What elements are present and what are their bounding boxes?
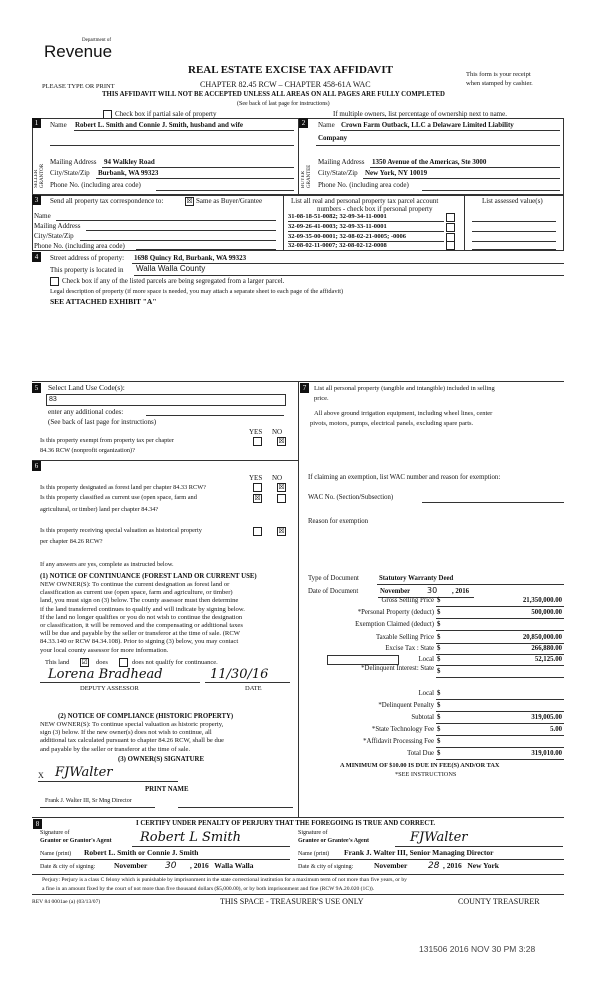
seller-city[interactable]: Burbank, WA 99323 bbox=[98, 169, 159, 177]
notice-continuance-title: (1) NOTICE OF CONTINUANCE (FOREST LAND OR CURRENT USE) bbox=[40, 573, 257, 580]
grantor-month[interactable]: November bbox=[114, 861, 148, 870]
sec5-see-back: (See back of last page for instructions) bbox=[48, 418, 157, 426]
owner-signature-title: (3) OWNER(S) SIGNATURE bbox=[118, 756, 204, 763]
name-print-label: Name (print) bbox=[298, 851, 330, 857]
form-title: REAL ESTATE EXCISE TAX AFFIDAVIT bbox=[188, 64, 393, 76]
grantee-signature[interactable]: FJWalter bbox=[410, 830, 468, 845]
see-instructions: *SEE INSTRUCTIONS bbox=[395, 771, 457, 778]
money-value[interactable]: 52,125.00 bbox=[534, 656, 562, 663]
date-city-label: Date & city of signing: bbox=[298, 864, 354, 870]
exempt-question-2: 84.36 RCW (nonprofit organization)? bbox=[40, 447, 135, 454]
buyer-city[interactable]: New York, NY 10019 bbox=[365, 169, 428, 177]
date-label: DATE bbox=[245, 685, 262, 692]
assessed-value-field[interactable] bbox=[472, 221, 556, 222]
seller-city-label: City/State/Zip bbox=[50, 169, 90, 177]
yes-header: YES bbox=[249, 428, 263, 436]
exempt-no-checkbox[interactable]: ☒ bbox=[278, 437, 285, 445]
grantee-month[interactable]: November bbox=[374, 861, 408, 870]
printed-owner-name[interactable]: Frank J. Walter III, Sr Mng Director bbox=[45, 798, 132, 804]
buyer-city-label: City/State/Zip bbox=[318, 169, 358, 177]
personal-property-checkbox[interactable] bbox=[446, 241, 455, 250]
historic-question-2: per chapter 84.26 RCW? bbox=[40, 538, 103, 545]
assessed-header: List assessed value(s) bbox=[482, 197, 543, 205]
no-header: NO bbox=[272, 428, 283, 436]
dollar-sign: $ bbox=[437, 645, 441, 652]
does-label: does bbox=[96, 659, 108, 666]
section-3-badge: 3 bbox=[32, 195, 41, 205]
owner-x-mark: X bbox=[38, 771, 44, 780]
logo-text: Revenue bbox=[44, 42, 113, 61]
deputy-assessor-label: DEPUTY ASSESSOR bbox=[80, 685, 139, 692]
money-value[interactable]: 319,010.00 bbox=[531, 750, 562, 757]
notice-continuance-text: NEW OWNER(S): To continue the current designation as forest land or classification as current use (open space, farm and agriculture, or timber) land, you must sign on (3) below. The county assessor must then determine if the land transferred continues to qualify and will indicate by signing below. If the land no longer qualifies or you do not wish to continue the designation or classification, it will be removed and the compensating or additional taxes will be due and payable by the seller or transferor at the time of sale. (RCW 84.33.140 or RCW 84.34.108). Prior to signing (3) below, you may contact your local county assessor for more information. bbox=[40, 581, 245, 654]
wac-field[interactable] bbox=[422, 502, 564, 503]
current-use-question: Is this property classified as current use (open space, farm and bbox=[40, 494, 197, 501]
dollar-sign: $ bbox=[437, 690, 441, 697]
money-value[interactable]: 319,005.00 bbox=[531, 714, 562, 721]
money-label: *State Technology Fee bbox=[371, 726, 434, 733]
seller-name[interactable]: Robert L. Smith and Connie J. Smith, husband and wife bbox=[75, 121, 244, 129]
warning: THIS AFFIDAVIT WILL NOT BE ACCEPTED UNLESS ALL AREAS ON ALL PAGES ARE FULLY COMPLETED bbox=[102, 91, 445, 98]
money-value[interactable]: 266,880.00 bbox=[531, 645, 562, 652]
sig-of-label: Signature of bbox=[298, 830, 328, 836]
wac-label: WAC No. (Section/Subsection) bbox=[308, 494, 394, 501]
dollar-sign: $ bbox=[437, 621, 441, 628]
does-not-label: does not qualify for continuance. bbox=[132, 659, 218, 666]
personal-property-list[interactable]: All above ground irrigation equipment, including wheel lines, center bbox=[314, 410, 493, 417]
forest-land-question: Is this property designated as forest land per chapter 84.33 RCW? bbox=[40, 484, 206, 491]
buyer-mail-label: Mailing Address bbox=[318, 158, 365, 166]
exempt-yes-checkbox[interactable] bbox=[253, 437, 262, 446]
grantor-agent-label: Grantor or Grantor's Agent bbox=[40, 838, 112, 844]
doc-date-label: Date of Document bbox=[308, 588, 359, 595]
buyer-mail[interactable]: 1350 Avenue of the Americas, Ste 3000 bbox=[372, 158, 487, 166]
section-7-badge: 7 bbox=[300, 383, 309, 393]
county[interactable]: Walla Walla County bbox=[136, 264, 206, 273]
dollar-sign: $ bbox=[437, 702, 441, 709]
county-treasurer-label: COUNTY TREASURER bbox=[458, 897, 540, 906]
street-label: Street address of property: bbox=[50, 254, 125, 262]
does-not-checkbox[interactable] bbox=[119, 658, 128, 667]
current-use-yes-checkbox[interactable]: ☒ bbox=[254, 494, 261, 502]
historic-no-checkbox[interactable]: ☒ bbox=[278, 527, 285, 535]
assessor-date: 11/30/16 bbox=[210, 667, 269, 682]
print-name-label: PRINT NAME bbox=[145, 786, 189, 793]
land-use-code-input[interactable] bbox=[46, 394, 286, 406]
seller-phone-field[interactable] bbox=[156, 190, 294, 191]
yes-header: YES bbox=[249, 474, 263, 482]
if-yes-note: If any answers are yes, complete as instructed below. bbox=[40, 561, 174, 568]
receipt-note-2: when stamped by cashier. bbox=[466, 80, 533, 87]
grantee-name[interactable]: Frank J. Walter III, Senior Managing Director bbox=[344, 848, 494, 857]
money-label: Gross Selling Price bbox=[381, 597, 434, 604]
legal-description-label: Legal description of property (if more space is needed, you may attach a separate sheet to each page of the affidavit) bbox=[50, 288, 344, 295]
money-label: *Delinquent Penalty bbox=[378, 702, 434, 709]
corr-phone-label: Phone No. (including area code) bbox=[34, 242, 125, 250]
money-label: Subtotal bbox=[411, 714, 434, 721]
money-label: Local bbox=[418, 656, 434, 663]
money-label: *Personal Property (deduct) bbox=[357, 609, 434, 616]
current-use-no-checkbox[interactable] bbox=[277, 494, 286, 503]
segregated-checkbox[interactable] bbox=[50, 277, 59, 286]
perjury-notice: Perjury: Perjury is a class C felony which is punishable by imprisonment in the state correctional institution for a maximum term of not more than five years, or by bbox=[42, 877, 407, 883]
money-label: Exemption Claimed (deduct) bbox=[355, 621, 434, 628]
dollar-sign: $ bbox=[437, 750, 441, 757]
money-value[interactable]: 20,850,000.00 bbox=[522, 634, 562, 641]
dollar-sign: $ bbox=[437, 726, 441, 733]
parcel-number[interactable]: 32-08-02-11-0007; 32-08-02-12-0008 bbox=[288, 242, 387, 249]
parcel-header: List all real and personal property tax parcel account bbox=[291, 197, 439, 205]
doc-type-label: Type of Document bbox=[308, 575, 359, 582]
seller-side-label: SELLER GRANTOR bbox=[34, 163, 45, 188]
parcel-header-2: numbers - check box if personal property bbox=[317, 205, 433, 213]
dollar-sign: $ bbox=[437, 738, 441, 745]
exemption-label: If claiming an exemption, list WAC number and reason for exemption: bbox=[308, 474, 501, 481]
grantor-name[interactable]: Robert L. Smith or Connie J. Smith bbox=[84, 848, 199, 857]
buyer-phone-label: Phone No. (including area code) bbox=[318, 181, 409, 189]
exempt-question: Is this property exempt from property tax per chapter bbox=[40, 437, 174, 444]
treasurer-space-label: THIS SPACE - TREASURER'S USE ONLY bbox=[220, 897, 364, 906]
located-label: This property is located in bbox=[50, 266, 124, 274]
personal-property-label-2: price. bbox=[314, 395, 329, 402]
sig-of-label: Signature of bbox=[40, 830, 70, 836]
section-6-badge: 6 bbox=[32, 461, 41, 471]
parcel-number[interactable]: 32-09-26-41-0003; 32-09-33-11-0001 bbox=[288, 223, 387, 230]
money-label: *Delinquent Interest: State bbox=[361, 665, 434, 672]
forest-no-checkbox[interactable]: ☒ bbox=[278, 483, 285, 491]
section-8-badge: 8 bbox=[33, 819, 42, 829]
land-use-label: Select Land Use Code(s): bbox=[48, 383, 125, 392]
dollar-sign: $ bbox=[437, 714, 441, 721]
grantor-year-city[interactable]: , 2016 Walla Walla bbox=[190, 861, 254, 870]
historic-question: Is this property receiving special valuation as historical property bbox=[40, 527, 202, 534]
dollar-sign: $ bbox=[437, 597, 441, 604]
section-1-badge: 1 bbox=[32, 118, 41, 128]
buyer-name[interactable]: Crown Farm Outback, LLC a Delaware Limited Liability bbox=[341, 121, 514, 129]
section-5-badge: 5 bbox=[32, 383, 41, 393]
land-use-code: 83 bbox=[49, 396, 57, 403]
current-use-question-2: agricultural, or timber) land per chapter 84.34? bbox=[40, 506, 159, 513]
corr-city-label: City/State/Zip bbox=[34, 232, 74, 240]
this-land-label: This land bbox=[45, 659, 70, 666]
doc-year[interactable]: , 2016 bbox=[452, 588, 469, 595]
buyer-phone-field[interactable] bbox=[422, 190, 560, 191]
seller-name-label: Name bbox=[50, 121, 67, 129]
corr-name-label: Name bbox=[34, 212, 51, 220]
doc-day[interactable]: 30 bbox=[427, 586, 438, 595]
reason-label: Reason for exemption bbox=[308, 518, 369, 525]
parcel-number[interactable]: 31-08-18-51-0082; 32-09-34-11-0001 bbox=[288, 213, 387, 220]
personal-property-checkbox[interactable] bbox=[446, 213, 455, 222]
dollar-sign: $ bbox=[437, 634, 441, 641]
personal-property-checkbox[interactable] bbox=[446, 223, 455, 232]
doc-month[interactable]: November bbox=[380, 588, 411, 595]
send-correspondence-label: Send all property tax correspondence to: bbox=[50, 197, 164, 205]
date-city-label: Date & city of signing: bbox=[40, 864, 96, 870]
assessed-value-field[interactable] bbox=[472, 231, 556, 232]
perjury-notice-2: a fine in an amount fixed by the court of not more than five thousand dollars ($5,000.00), or by both imprisonment and fine (RCW 9A.20.020 (1C)). bbox=[42, 886, 375, 892]
additional-codes-field[interactable] bbox=[146, 415, 284, 416]
grantee-day[interactable]: 28 bbox=[428, 861, 440, 871]
personal-property-list-2[interactable]: pivots, motors, pumps, electrical panels, excluding spare parts. bbox=[310, 420, 474, 427]
section-4-badge: 4 bbox=[32, 252, 41, 262]
dollar-sign: $ bbox=[437, 656, 441, 663]
dollar-sign: $ bbox=[437, 609, 441, 616]
seller-mail[interactable]: 94 Walkley Road bbox=[104, 158, 155, 166]
corr-mail-label: Mailing Address bbox=[34, 222, 81, 230]
grantee-agent-label: Grantee or Grantee's Agent bbox=[298, 838, 370, 844]
assessor-signature: Lorena Bradhead bbox=[48, 667, 163, 682]
same-as-buyer-checkbox[interactable]: ☒ bbox=[186, 197, 193, 205]
parcel-number[interactable]: 32-09-35-00-0001; 32-08-02-21-0005; -0006 bbox=[288, 233, 407, 240]
money-value[interactable]: 500,000.00 bbox=[531, 609, 562, 616]
corr-mail-field[interactable] bbox=[86, 230, 276, 231]
personal-property-label: List all personal property (tangible and intangible) included in selling bbox=[314, 385, 495, 392]
forest-yes-checkbox[interactable] bbox=[253, 483, 262, 492]
does-checkbox[interactable]: ☑ bbox=[81, 658, 88, 666]
certify-statement: I CERTIFY UNDER PENALTY OF PERJURY THAT THE FOREGOING IS TRUE AND CORRECT. bbox=[136, 820, 436, 827]
grantee-year-city[interactable]: , 2016 New York bbox=[443, 861, 499, 870]
historic-yes-checkbox[interactable] bbox=[253, 527, 262, 536]
notice-compliance-text: NEW OWNER(S): To continue special valuation as historic property, sign (3) below. If the new owner(s) does not wish to continue, all additional tax calculated pursuant to chapter 84.26 RCW, shall be due and payable by the seller or transferor at the time of sale. bbox=[40, 721, 224, 753]
assessed-value-field[interactable] bbox=[472, 241, 556, 242]
assessed-value-field[interactable] bbox=[472, 249, 556, 250]
money-label: Taxable Selling Price bbox=[375, 634, 434, 641]
treasurer-stamp: 131506 2016 NOV 30 PM 3:28 bbox=[419, 944, 536, 954]
partial-sale-label: Check box if partial sale of property bbox=[115, 110, 217, 118]
notice-compliance-title: (2) NOTICE OF COMPLIANCE (HISTORIC PROPERTY) bbox=[58, 713, 234, 720]
logo-small-text: Department of bbox=[82, 38, 112, 43]
chapter: CHAPTER 82.45 RCW – CHAPTER 458-61A WAC bbox=[200, 80, 371, 89]
doc-type[interactable]: Statutory Warranty Deed bbox=[379, 575, 454, 582]
additional-codes-label: enter any additional codes: bbox=[48, 408, 124, 416]
money-label: *Affidavit Processing Fee bbox=[363, 738, 434, 745]
seller-mail-label: Mailing Address bbox=[50, 158, 97, 166]
money-label: Excise Tax : State bbox=[385, 645, 434, 652]
form-number: REV 84 0001ae (a) (03/13/07) bbox=[32, 899, 101, 905]
segregated-label: Check box if any of the listed parcels are being segregated from a larger parcel. bbox=[62, 277, 285, 285]
street-address[interactable]: 1698 Quincy Rd, Burbank, WA 99323 bbox=[134, 254, 247, 262]
buyer-side-label: BUYER GRANTEE bbox=[301, 164, 312, 188]
receipt-note: This form is your receipt bbox=[466, 71, 531, 78]
section-2-badge: 2 bbox=[299, 118, 308, 128]
money-value[interactable]: 21,350,000.00 bbox=[522, 597, 562, 604]
corr-name-field[interactable] bbox=[56, 220, 276, 221]
seller-phone-label: Phone No. (including area code) bbox=[50, 181, 141, 189]
corr-phone-field[interactable] bbox=[136, 249, 276, 250]
multiple-owners-note: If multiple owners, list percentage of ownership next to name. bbox=[333, 110, 507, 118]
name-print-label: Name (print) bbox=[40, 851, 72, 857]
money-label: Total Due bbox=[407, 750, 434, 757]
owner-signature[interactable]: FJWalter bbox=[55, 765, 113, 780]
minimum-note: A MINIMUM OF $10.00 IS DUE IN FEE(S) AND/OR TAX bbox=[340, 762, 500, 769]
buyer-name-2[interactable]: Company bbox=[318, 134, 348, 142]
grantor-day[interactable]: 30 bbox=[165, 861, 177, 871]
same-as-buyer-label: Same as Buyer/Grantee bbox=[196, 197, 263, 205]
corr-city-field[interactable] bbox=[80, 240, 276, 241]
money-label: Local bbox=[418, 690, 434, 697]
buyer-name-label: Name bbox=[318, 121, 335, 129]
please-type: PLEASE TYPE OR PRINT bbox=[42, 83, 115, 90]
no-header: NO bbox=[272, 474, 283, 482]
grantor-signature[interactable]: Robert L Smith bbox=[140, 830, 241, 845]
dollar-sign: $ bbox=[437, 668, 441, 675]
see-back: (See back of last page for instructions) bbox=[237, 101, 330, 107]
legal-description[interactable]: SEE ATTACHED EXHIBIT "A" bbox=[50, 297, 157, 306]
money-value[interactable]: 5.00 bbox=[550, 726, 562, 733]
